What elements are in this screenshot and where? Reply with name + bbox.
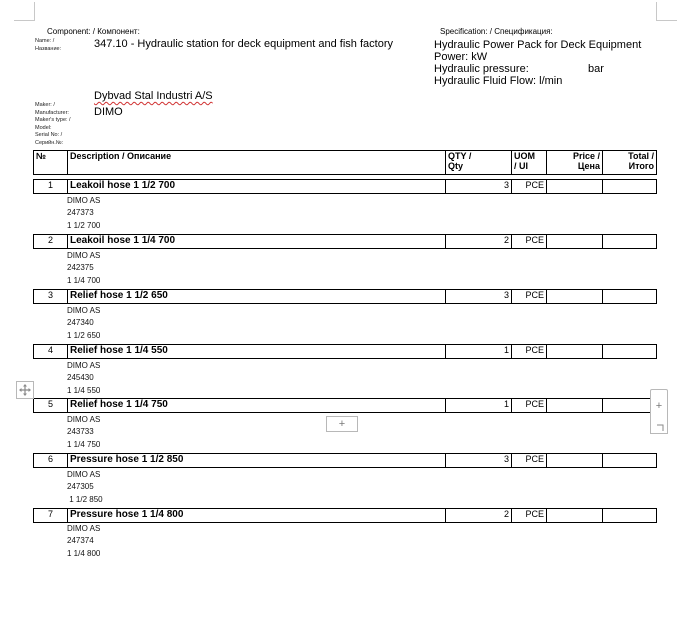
- item-total: [603, 509, 657, 523]
- header-total: [603, 151, 657, 175]
- item-part-number: 247373: [67, 208, 94, 218]
- item-size: 1 1/2 700: [67, 220, 101, 230]
- resize-corner-icon: [657, 423, 665, 431]
- move-arrows-icon: [19, 384, 31, 396]
- header-qty-line-2: Qty: [448, 161, 464, 171]
- item-uom: PCE: [512, 454, 547, 468]
- item-qty: 3: [446, 454, 512, 468]
- item-size: 1 1/4 800: [67, 548, 101, 558]
- maker-label-manufacturer: Manufacturer:: [35, 109, 69, 116]
- table-header-row: [34, 151, 657, 175]
- item-part-number: 242375: [67, 263, 94, 273]
- maker-label-serial: Serial No: /: [35, 132, 63, 139]
- item-qty: 2: [446, 235, 512, 249]
- table-row: [34, 290, 657, 304]
- spec-line-flow: Hydraulic Fluid Flow: l/min: [434, 75, 563, 87]
- item-description: Relief hose 1 1/2 650: [68, 290, 446, 304]
- table-row: [34, 180, 657, 194]
- item-price: [547, 399, 603, 413]
- item-price: [547, 454, 603, 468]
- item-description: Pressure hose 1 1/4 800: [68, 509, 446, 523]
- crop-mark-top-left: [14, 2, 35, 21]
- table-move-handle[interactable]: [16, 381, 34, 399]
- item-description: Relief hose 1 1/4 550: [68, 345, 446, 359]
- crop-mark-top-right: [656, 2, 677, 21]
- item-size: 1 1/4 750: [67, 439, 101, 449]
- add-column-button[interactable]: [650, 389, 668, 423]
- specification-label: Specification: / Спецификация:: [440, 27, 553, 36]
- table-row: [34, 345, 657, 359]
- item-no: 6: [34, 454, 68, 468]
- item-no: 4: [34, 345, 68, 359]
- item-maker: DIMO AS: [67, 415, 101, 424]
- item-no: 1: [34, 180, 68, 194]
- spec-line-title: Hydraulic Power Pack for Deck Equipment: [434, 39, 642, 51]
- item-total: [603, 235, 657, 249]
- item-table: [33, 398, 657, 413]
- item-no: 5: [34, 399, 68, 413]
- item-description: Pressure hose 1 1/2 850: [68, 454, 446, 468]
- spec-pressure-label: Hydraulic pressure:: [434, 63, 529, 75]
- item-maker: DIMO AS: [67, 524, 101, 533]
- header-price-line-1: Price /: [572, 151, 600, 161]
- table-resize-handle[interactable]: [650, 421, 668, 434]
- item-no: 2: [34, 235, 68, 249]
- maker-name: [94, 90, 213, 102]
- header-qty: [446, 151, 512, 175]
- item-size: 1 1/4 550: [67, 385, 101, 395]
- item-description: Relief hose 1 1/4 750: [68, 399, 446, 413]
- item-details: [67, 414, 100, 451]
- maker-name-text: Dybvad Stal Industri A/S: [94, 90, 213, 102]
- item-total: [603, 399, 657, 413]
- item-total: [603, 345, 657, 359]
- items-table-header: [33, 150, 657, 175]
- item-size: 1 1/2 650: [67, 330, 101, 340]
- item-table: [33, 344, 657, 359]
- table-row: [34, 399, 657, 413]
- item-uom: PCE: [512, 509, 547, 523]
- item-part-number: 243733: [67, 427, 94, 437]
- spec-pressure-unit: bar: [588, 63, 604, 75]
- item-price: [547, 235, 603, 249]
- item-total: [603, 454, 657, 468]
- item-details: [67, 305, 100, 342]
- item-uom: PCE: [512, 399, 547, 413]
- item-details: [67, 469, 103, 506]
- item-price: [547, 345, 603, 359]
- item-description: Leakoil hose 1 1/2 700: [68, 180, 446, 194]
- item-uom: PCE: [512, 235, 547, 249]
- maker-label-type: Maker's type: /: [35, 117, 71, 124]
- item-qty: 1: [446, 345, 512, 359]
- add-row-button[interactable]: [326, 416, 358, 432]
- specification-block: [434, 39, 641, 87]
- component-name: 347.10 - Hydraulic station for deck equipment and fish factory: [94, 38, 393, 50]
- item-details: [67, 523, 100, 560]
- item-table: [33, 508, 657, 523]
- name-label: [35, 38, 61, 53]
- item-table: [33, 179, 657, 194]
- header-price-line-2: Цена: [577, 161, 600, 171]
- item-total: [603, 180, 657, 194]
- item-maker: DIMO AS: [67, 251, 101, 260]
- item-qty: 3: [446, 290, 512, 304]
- item-price: [547, 509, 603, 523]
- spec-line-pressure: [434, 63, 641, 75]
- item-table: [33, 453, 657, 468]
- plus-icon: +: [655, 400, 663, 412]
- maker-labels: [35, 102, 71, 148]
- item-maker: DIMO AS: [67, 306, 101, 315]
- item-uom: PCE: [512, 290, 547, 304]
- item-price: [547, 180, 603, 194]
- header-qty-line-1: QTY /: [448, 151, 472, 161]
- table-row: [34, 235, 657, 249]
- name-label-line-2: Название:: [35, 45, 62, 52]
- header-total-line-2: Итого: [628, 161, 654, 171]
- item-maker: DIMO AS: [67, 361, 101, 370]
- table-row: [34, 454, 657, 468]
- header-uom: [512, 151, 547, 175]
- header-no: №: [34, 151, 68, 175]
- item-total: [603, 290, 657, 304]
- item-maker: DIMO AS: [67, 196, 101, 205]
- header-total-line-1: Total /: [628, 151, 654, 161]
- table-row: [34, 509, 657, 523]
- component-label: Component: / Компонент:: [47, 27, 140, 36]
- item-part-number: 247374: [67, 536, 94, 546]
- maker-label-maker: Maker: /: [35, 102, 55, 108]
- item-price: [547, 290, 603, 304]
- header-description: Description / Описание: [68, 151, 446, 175]
- item-details: [67, 250, 100, 287]
- item-uom: PCE: [512, 345, 547, 359]
- header-uom-line-2: / UI: [514, 161, 529, 171]
- item-table: [33, 289, 657, 304]
- item-qty: 3: [446, 180, 512, 194]
- item-qty: 2: [446, 509, 512, 523]
- maker-label-model: Model:: [35, 124, 52, 131]
- item-details: [67, 360, 100, 397]
- spec-line-power: Power: kW: [434, 51, 488, 63]
- item-size: 1 1/4 700: [67, 275, 101, 285]
- item-no: 3: [34, 290, 68, 304]
- item-maker: DIMO AS: [67, 470, 101, 479]
- item-uom: PCE: [512, 180, 547, 194]
- manufacturer-name: DIMO: [94, 106, 123, 118]
- maker-label-serial-ru: Серийн.№:: [35, 139, 64, 146]
- header-price: [547, 151, 603, 175]
- name-label-line-1: Name: /: [35, 38, 55, 44]
- item-part-number: 247340: [67, 318, 94, 328]
- item-size: 1 1/2 850: [67, 494, 103, 504]
- item-qty: 1: [446, 399, 512, 413]
- item-part-number: 247305: [67, 482, 94, 492]
- item-description: Leakoil hose 1 1/4 700: [68, 235, 446, 249]
- plus-icon: +: [338, 418, 346, 430]
- item-no: 7: [34, 509, 68, 523]
- item-details: [67, 195, 100, 232]
- item-table: [33, 234, 657, 249]
- header-uom-line-1: UOM: [514, 151, 535, 161]
- item-part-number: 245430: [67, 373, 94, 383]
